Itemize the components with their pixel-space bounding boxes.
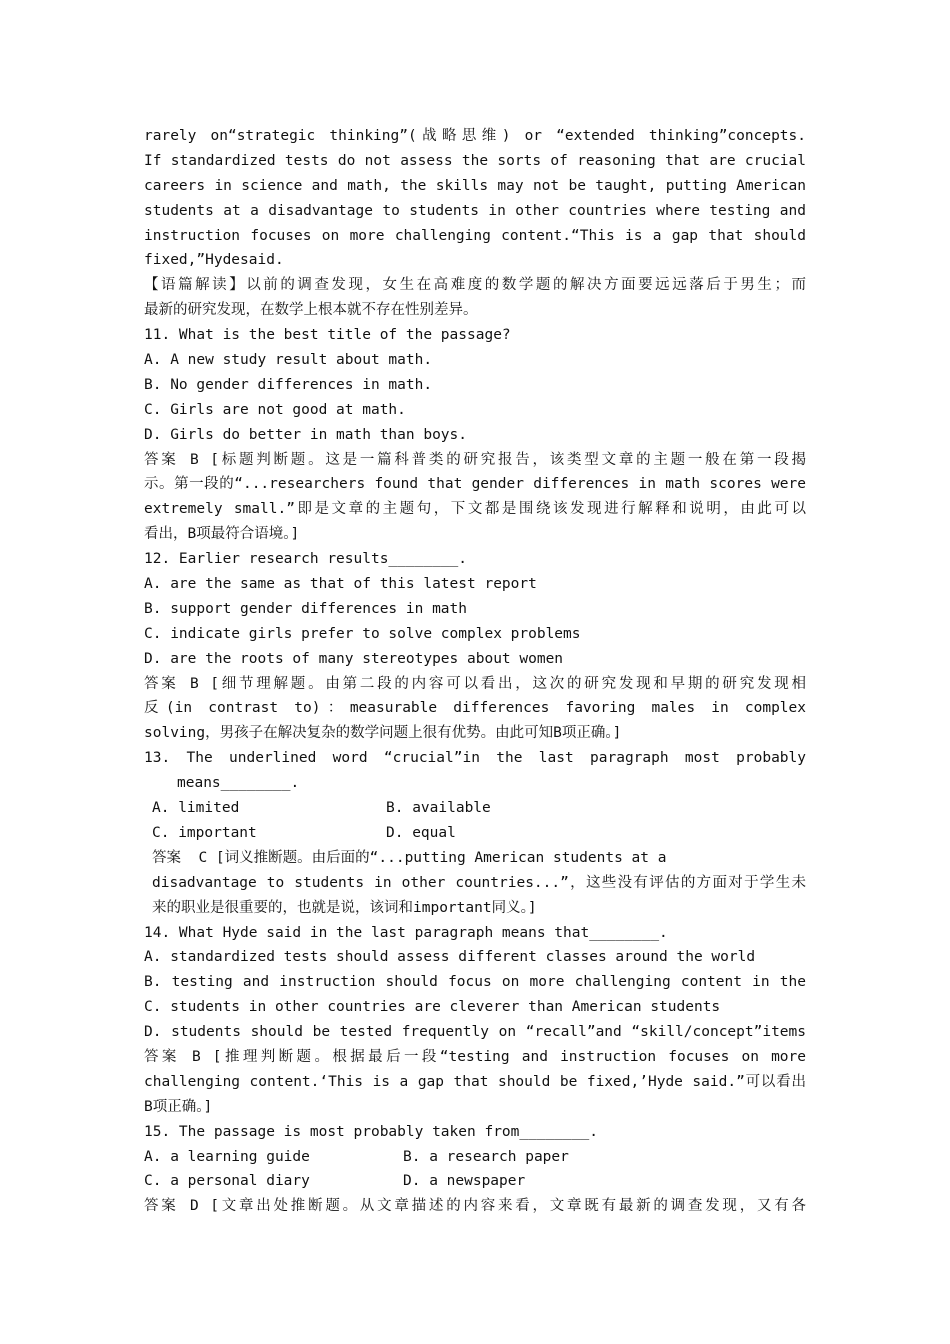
question-14-option: B. testing and instruction should focus on more challenging content in the (144, 974, 806, 991)
question-12-option: C. indicate girls prefer to solve complex problems (144, 625, 581, 642)
question-14-option: C. students in other countries are cleverer than American students (144, 999, 721, 1016)
passage-line: rarely on“strategic thinking”(战略思维) or “extended thinking”concepts. (144, 128, 806, 144)
question-11-option: B. No gender differences in math. (144, 376, 433, 393)
question-13-option: C. important (152, 824, 257, 841)
question-11-option: D. Girls do better in math than boys. (144, 426, 468, 443)
question-13-answer: 来的职业是很重要的，也就是说，该词和important同义。] (152, 899, 537, 916)
question-11-option: C. Girls are not good at math. (144, 401, 406, 418)
passage-line: students at a disadvantage to students in other countries where testing and (144, 202, 806, 219)
question-13-option-row (144, 796, 806, 821)
question-11-answer: 答案 B [标题判断题。这是一篇科普类的研究报告，该类型文章的主题一般在第一段揭 (144, 451, 806, 468)
question-13-answer: disadvantage to students in other countries...”，这些没有评估的方面对于学生未 (152, 874, 806, 891)
question-13-option: B. available (386, 800, 491, 817)
question-14-stem: 14. What Hyde said in the last paragraph means that________. (144, 924, 668, 941)
document-page (144, 124, 806, 1219)
question-12-stem: 12. Earlier research results________. (144, 551, 468, 568)
question-15-answer: 答案 D [文章出处推断题。从文章描述的内容来看，文章既有最新的调查发现，又有各 (144, 1198, 806, 1215)
question-11-stem: 11. What is the best title of the passage? (144, 327, 511, 344)
question-15-option: B. a research paper (403, 1148, 569, 1165)
question-13-option: D. equal (386, 824, 456, 841)
analysis-line: 最新的研究发现，在数学上根本就不存在性别差异。 (144, 302, 478, 319)
question-11-option: A. A new study result about math. (144, 352, 433, 369)
passage-line: instruction focuses on more challenging content.“This is a gap that should (144, 227, 806, 244)
question-15-option: D. a newspaper (403, 1173, 526, 1190)
question-11-answer: 看出，B项最符合语境。] (144, 526, 300, 543)
question-11-answer: extremely small.”即是文章的主题句，下文都是围绕该发现进行解释和说明，由此可以 (144, 501, 806, 518)
question-12-answer: 答案 B [细节理解题。由第二段的内容可以看出，这次的研究发现和早期的研究发现相 (144, 675, 806, 692)
question-13-stem: 13. The underlined word “crucial”in the last paragraph most probably (144, 750, 806, 767)
passage-line: careers in science and math, the skills may not be taught, putting American (144, 177, 806, 194)
question-14-answer: 答案 B [推理判断题。根据最后一段“testing and instruction focuses on more (144, 1048, 806, 1065)
passage-line: fixed,”Hydesaid. (144, 252, 284, 269)
question-15-option: A. a learning guide (144, 1148, 310, 1165)
question-14-answer: challenging content.‘This is a gap that should be fixed,’Hyde said.”可以看出 (144, 1073, 806, 1090)
question-14-option: D. students should be tested frequently on “recall”and “skill/concept”items (144, 1024, 806, 1041)
passage-line: If standardized tests do not assess the sorts of reasoning that are crucial (144, 152, 806, 169)
question-12-answer: solving，男孩子在解决复杂的数学问题上很有优势。由此可知B项正确。] (144, 725, 622, 742)
question-14-answer: B项正确。] (144, 1098, 213, 1115)
question-12-option: A. are the same as that of this latest report (144, 576, 537, 593)
question-13-answer: 答案 C [词义推断题。由后面的“...putting American students at a (152, 849, 667, 866)
question-12-option: B. support gender differences in math (144, 600, 468, 617)
question-15-option-row (144, 1169, 806, 1194)
question-13-option-row (144, 821, 806, 846)
question-12-option: D. are the roots of many stereotypes about women (144, 650, 564, 667)
question-15-option-row (144, 1145, 806, 1170)
question-15-option: C. a personal diary (144, 1173, 310, 1190)
question-11-answer: 示。第一段的“...researchers found that gender differences in math scores were (144, 476, 806, 493)
question-12-answer: 反(in contrast to)：measurable differences favoring males in complex (144, 700, 806, 717)
analysis-line: 【语篇解读】以前的调查发现，女生在高难度的数学题的解决方面要远远落后于男生；而 (144, 277, 806, 294)
question-13-option: A. limited (152, 800, 240, 817)
question-15-stem: 15. The passage is most probably taken from________. (144, 1123, 598, 1140)
question-13-stem: means________. (177, 775, 300, 792)
question-14-option: A. standardized tests should assess different classes around the world (144, 949, 756, 966)
